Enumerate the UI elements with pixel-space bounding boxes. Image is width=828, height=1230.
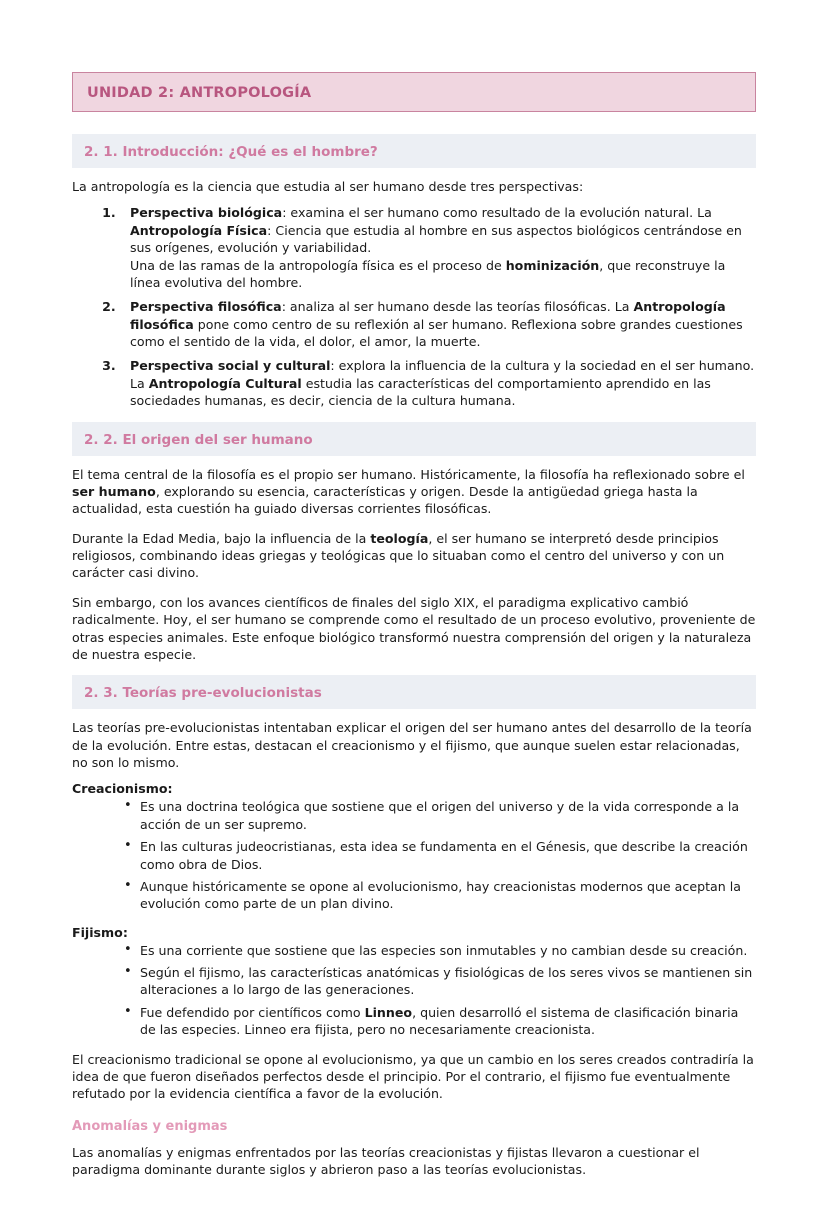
- list-item: [124, 838, 756, 873]
- list-item: [124, 1004, 756, 1039]
- paragraph-pre: El tema central de la filosofía es el propio ser humano. Históricamente, la filosofía ha reflexionado sobre el: [72, 466, 745, 482]
- bullet-pre: Según el fijismo, las características anatómicas y fisiológicas de los seres vivos se mantienen sin alteraciones a lo largo de las generaciones.: [140, 965, 753, 998]
- fijismo-list: [72, 942, 756, 1039]
- section-3-intro: Las teorías pre-evolucionistas intentaban explicar el origen del ser humano antes del desarrollo de la teoría de la evolución. Entre estas, destacan el creacionismo y el fijismo, que aunque suelen estar relacionadas, no son lo mismo.: [72, 720, 752, 770]
- item-rest-2: : Ciencia que estudia al hombre en sus aspectos biológicos centrándose en sus orígenes, evolución y variabilidad.: [130, 222, 742, 256]
- unit-title-text: UNIDAD 2: ANTROPOLOGÍA: [87, 85, 312, 101]
- item-lead: Perspectiva filosófica: [130, 299, 282, 315]
- unit-title-banner: [72, 72, 756, 112]
- bullet-post: , quien desarrolló el sistema de clasificación binaria de las especies. Linneo era fijista, pero no necesariamente creacionista.: [140, 1004, 739, 1038]
- list-item: [120, 204, 756, 291]
- list-item: [124, 878, 756, 913]
- paragraph: [72, 530, 756, 582]
- list-item: [124, 942, 756, 959]
- bullet-pre: Es una doctrina teológica que sostiene que el origen del universo y de la vida corresponde a la acción de un ser supremo.: [140, 799, 740, 832]
- list-item: [124, 798, 756, 833]
- paragraph: [72, 466, 756, 518]
- item-extra-post: , que reconstruye la línea evolutiva del hombre.: [130, 257, 726, 290]
- item-rest-2: estudia las características del comportamiento aprendido en las sociedades humanas, es decir, ciencia de la cultura humana.: [130, 375, 711, 409]
- bullet-pre: Aunque históricamente se opone al evolucionismo, hay creacionistas modernos que aceptan la evolución como parte de un plan divino.: [140, 878, 741, 912]
- section-header-1: [72, 134, 756, 168]
- group-label-fijismo: Fijismo:: [72, 924, 128, 940]
- group-label-creacionismo: Creacionismo:: [72, 781, 173, 797]
- paragraph-post: , el ser humano se interpretó desde principios religiosos, combinando ideas griegas y teológicas que lo situaban como el centro del universo y con un carácter casi divino.: [72, 530, 725, 581]
- bullet-bold: Linneo: [364, 1004, 413, 1020]
- bullet-pre: En las culturas judeocristianas, esta idea se fundamenta en el Génesis, que describe la creación como obra de Dios.: [140, 839, 748, 872]
- section-header-1-text: 2. 1. Introducción: ¿Qué es el hombre?: [84, 144, 378, 160]
- item-lead-2: Antropología filosófica: [130, 299, 726, 332]
- item-rest: : examina el ser humano como resultado de la evolución natural. La: [282, 205, 712, 221]
- perspectives-list: [72, 204, 756, 409]
- item-rest: : explora la influencia de la cultura y la sociedad en el ser humano. La: [130, 358, 755, 391]
- bullet-pre: Es una corriente que sostiene que las especies son inmutables y no cambian desde su creación.: [140, 942, 748, 958]
- paragraph: [72, 594, 756, 664]
- list-item: [120, 357, 756, 409]
- subsection-header-anomalias: Anomalías y enigmas: [72, 1118, 228, 1134]
- paragraph-pre: Durante la Edad Media, bajo la influencia de la: [72, 530, 371, 546]
- creacionismo-list: [72, 798, 756, 912]
- section-3-closing: El creacionismo tradicional se opone al evolucionismo, ya que un cambio en los seres creados contradiría la idea de que fueron diseñados perfectos desde el principio. Por el contrario, el fijismo fue eventualmente refutado por la evidencia científica a favor de la evolución.: [72, 1051, 754, 1102]
- item-lead: Perspectiva social y cultural: [130, 358, 331, 374]
- item-lead: Perspectiva biológica: [130, 205, 283, 221]
- section-header-2: [72, 422, 756, 456]
- list-item: [120, 298, 756, 350]
- paragraph-pre: Sin embargo, con los avances científicos de finales del siglo XIX, el paradigma explicativo cambió radicalmente. Hoy, el ser humano se comprende como el resultado de un proceso evolutivo, proveniente de otras especies animales. Este enfoque biológico transformó nuestra comprensión del origen y la naturaleza de nuestra especie.: [72, 594, 756, 662]
- section-header-2-text: 2. 2. El origen del ser humano: [84, 431, 313, 448]
- subsection-paragraph: Las anomalías y enigmas enfrentados por las teorías creacionistas y fijistas llevaron a cuestionar el paradigma dominante durante siglos y abrieron paso a las teorías evolucionistas.: [72, 1144, 700, 1177]
- item-extra-pre: Una de las ramas de la antropología física es el proceso de: [130, 257, 506, 273]
- item-lead-2: Antropología Física: [130, 222, 268, 238]
- paragraph-bold: teología: [370, 530, 429, 546]
- item-rest-2: pone como centro de su reflexión al ser humano. Reflexiona sobre grandes cuestiones como el sentido de la vida, el dolor, el amor, la muerte.: [130, 316, 743, 349]
- section-header-3: [72, 675, 756, 709]
- bullet-pre: Fue defendido por científicos como: [140, 1004, 365, 1020]
- section-1-intro: La antropología es la ciencia que estudia al ser humano desde tres perspectivas:: [72, 179, 584, 194]
- paragraph-bold: ser humano: [72, 483, 156, 499]
- section-header-3-text: 2. 3. Teorías pre-evolucionistas: [84, 685, 322, 702]
- item-extra-bold: hominización: [505, 257, 600, 273]
- list-item: [124, 964, 756, 999]
- paragraph-post: , explorando su esencia, características y origen. Desde la antigüedad griega hasta la actualidad, esta cuestión ha guiado diversas corrientes filosóficas.: [72, 483, 698, 517]
- item-rest: : analiza al ser humano desde las teorías filosóficas. La: [281, 299, 634, 315]
- item-lead-2: Antropología Cultural: [148, 375, 302, 391]
